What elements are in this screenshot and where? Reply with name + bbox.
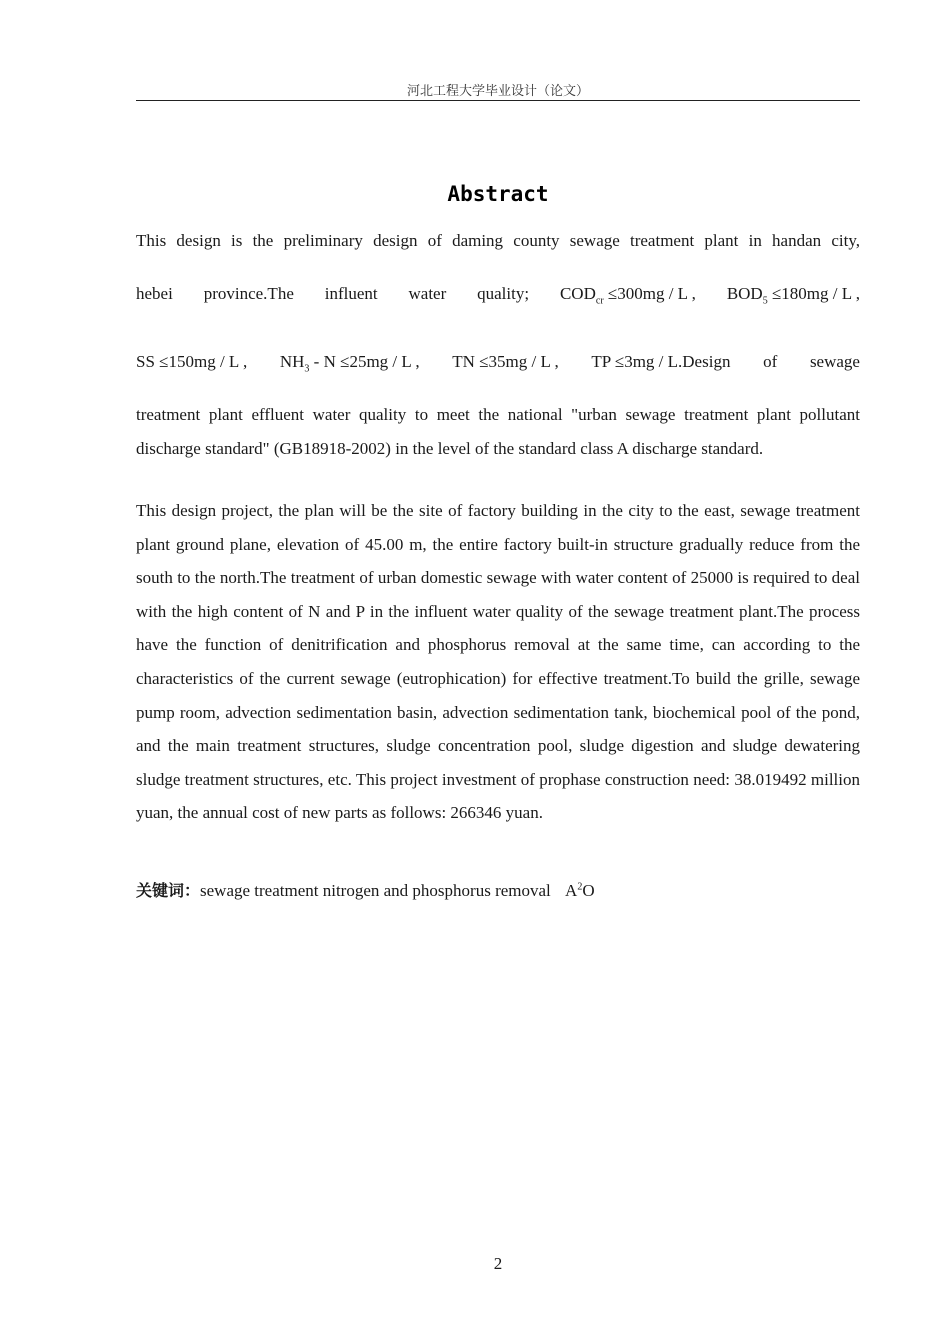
abstract-title: Abstract: [447, 182, 549, 206]
word: water: [408, 284, 447, 303]
tn-formula: TN ≤35mg / L ,: [452, 352, 559, 371]
word: sewage: [809, 352, 860, 371]
bod-formula: $BOD_5 \le 180mg / L$ ,: [726, 284, 860, 307]
word: hebei: [136, 284, 173, 303]
word: quality;: [477, 284, 530, 303]
tp-formula: TP ≤3mg / L: [591, 352, 679, 371]
a2o-formula: $A^2O$: [565, 881, 595, 900]
nh3-formula: $NH_3 - N \le 25mg / L$ ,: [279, 352, 420, 375]
page-header: [136, 80, 860, 101]
keywords-label: 关键词：: [136, 881, 201, 900]
word: province.The: [203, 284, 294, 303]
abstract-para-1-rest: treatment plant effluent water quality to meet the national "urban sewage treatment plant pollutant discharge standard" (GB18918-2002) in the level of the standard class A discharge standard.: [136, 405, 860, 458]
cod-formula: $COD_{cr} \le 300mg / L$ ,: [559, 284, 696, 307]
page-number: 2: [493, 1254, 503, 1273]
abstract-para-2: This design project, the plan will be the site of factory building in the city to the east, sewage treatment plant ground plane, elevation of 45.00 m, the entire factory built-in structure gradually reduce from the south to the north.The treatment of urban domestic sewage with water content of 25000 is required to deal with the high content of N and P in the influent water quality of the sewage treatment plant.The process have the function of denitrification and phosphorus removal at the same time, can according to the characteristics of the current sewage (eutrophication) for effective treatment.To build the grille, sewage pump room, advection sedimentation basin, advection sedimentation tank, biochemical pool of the pond, and the main treatment structures, sludge concentration pool, sludge digestion and sludge dewatering sludge treatment structures, etc. This project investment of prophase construction need: 38.019492 million yuan, the annual cost of new parts as follows: 266346 yuan.: [136, 501, 860, 823]
header-text: 河北工程大学毕业设计（论文）: [406, 84, 589, 99]
abstract-line-3: [136, 352, 860, 374]
keywords-line: [136, 878, 860, 901]
abstract-line-1: This design is the preliminary design of daming county sewage treatment plant in handan city,: [136, 231, 860, 250]
abstract-line-2: [136, 284, 860, 306]
tp-group: [591, 352, 730, 372]
ss-formula: SS ≤150mg / L ,: [136, 352, 248, 371]
word: of: [763, 352, 778, 371]
keywords-text: sewage treatment nitrogen and phosphorus removal: [200, 881, 551, 900]
word: .Design: [678, 352, 731, 371]
word: influent: [324, 284, 378, 303]
